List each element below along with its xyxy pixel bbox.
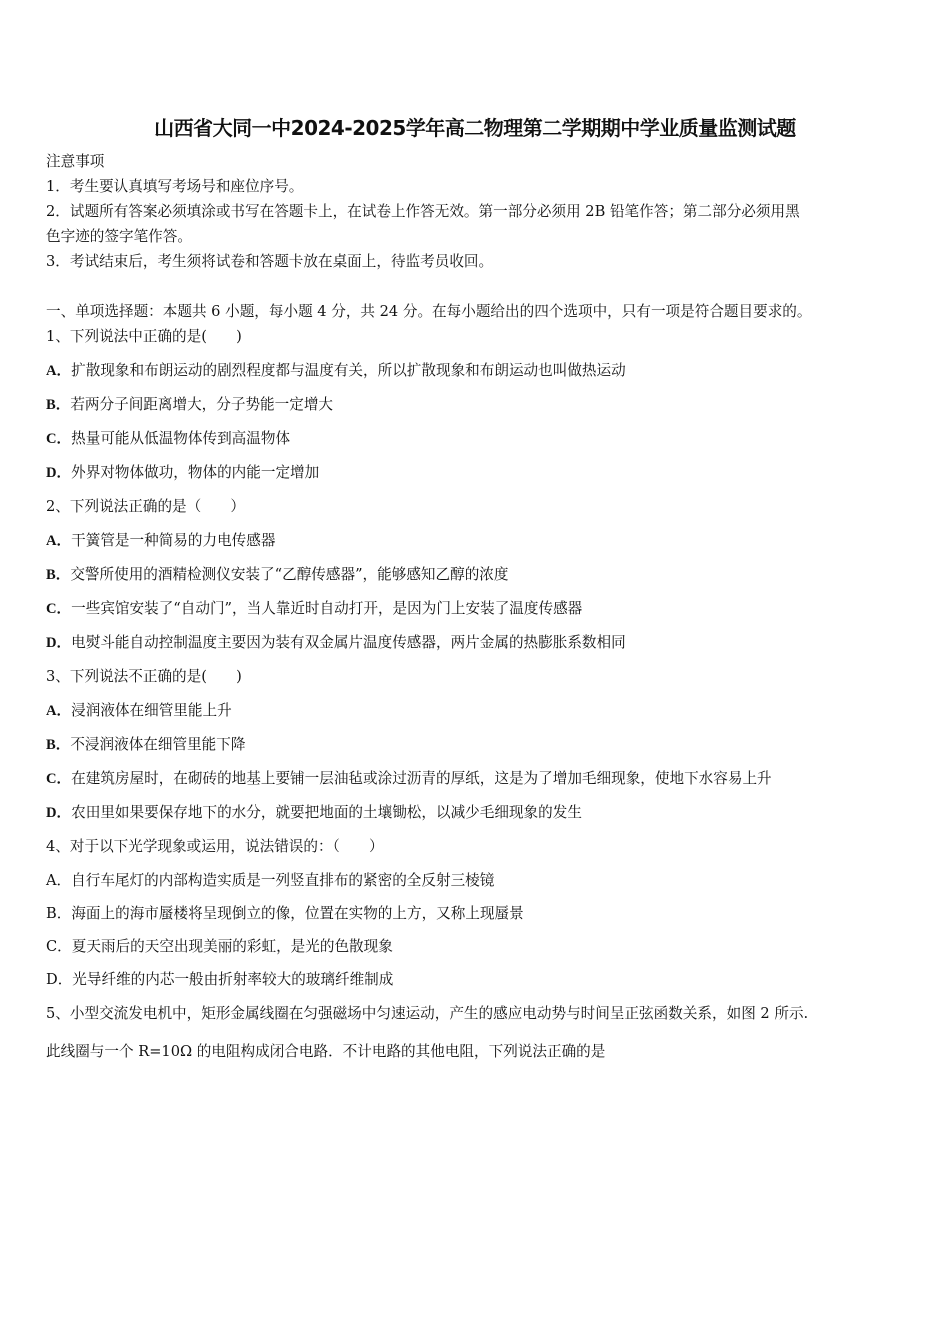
notice-item-2-cont: 色字迹的签字笔作答。 bbox=[46, 228, 192, 245]
option-label: A． bbox=[46, 703, 72, 719]
option-label: D． bbox=[46, 805, 72, 821]
option-text: 自行车尾灯的内部构造实质是一列竖直排布的紧密的全反射三棱镜 bbox=[71, 872, 495, 889]
question-2-option-b bbox=[46, 565, 508, 585]
option-text: 交警所使用的酒精检测仪安装了“乙醇传感器”，能够感知乙醇的浓度 bbox=[70, 566, 509, 583]
question-3-option-c bbox=[46, 769, 772, 789]
question-2-stem: 2、下列说法正确的是（ ） bbox=[46, 498, 246, 515]
option-label: B． bbox=[46, 905, 72, 922]
question-5-stem-line-1: 5、小型交流发电机中，矩形金属线圈在匀强磁场中匀速运动，产生的感应电动势与时间呈正弦函数关系，如图 2 所示. bbox=[46, 1005, 809, 1022]
option-text: 在建筑房屋时，在砌砖的地基上要铺一层油毡或涂过沥青的厚纸，这是为了增加毛细现象，使地下水容易上升 bbox=[71, 770, 772, 787]
notice-item-1: 1．考生要认真填写考场号和座位序号。 bbox=[46, 178, 304, 195]
option-label: C． bbox=[46, 938, 72, 955]
question-4-option-a bbox=[46, 871, 494, 891]
question-5-stem-line-2: 此线圈与一个 R=10Ω 的电阻构成闭合电路．不计电路的其他电阻，下列说法正确的是 bbox=[46, 1043, 606, 1060]
question-2-option-c bbox=[46, 599, 582, 619]
option-text: 海面上的海市蜃楼将呈现倒立的像，位置在实物的上方，又称上现蜃景 bbox=[71, 905, 524, 922]
question-1-option-b bbox=[46, 395, 333, 415]
option-text: 热量可能从低温物体传到高温物体 bbox=[71, 430, 291, 447]
question-1-option-a bbox=[46, 361, 626, 381]
question-3-option-a bbox=[46, 701, 232, 721]
notice-item-2: 2．试题所有答案必须填涂或书写在答题卡上，在试卷上作答无效。第一部分必须用 2B 铅笔作答；第二部分必须用黑 bbox=[46, 203, 800, 220]
question-4-stem: 4、对于以下光学现象或运用，说法错误的：（ ） bbox=[46, 838, 384, 855]
question-2-option-d bbox=[46, 633, 626, 653]
option-label: B． bbox=[46, 567, 71, 583]
option-text: 干簧管是一种简易的力电传感器 bbox=[71, 532, 276, 549]
question-3-option-b bbox=[46, 735, 245, 755]
option-text: 扩散现象和布朗运动的剧烈程度都与温度有关，所以扩散现象和布朗运动也叫做热运动 bbox=[71, 362, 626, 379]
question-3-stem: 3、下列说法不正确的是( ) bbox=[46, 668, 242, 685]
option-label: A． bbox=[46, 872, 72, 889]
option-text: 夏天雨后的天空出现美丽的彩虹，是光的色散现象 bbox=[71, 938, 393, 955]
page-title: 山西省大同一中2024-2025学年高二物理第二学期期中学业质量监测试题 bbox=[154, 116, 796, 140]
question-4-option-c bbox=[46, 937, 393, 957]
option-label: B． bbox=[46, 397, 71, 413]
option-label: C． bbox=[46, 431, 72, 447]
question-1-option-d bbox=[46, 463, 319, 483]
option-label: D． bbox=[46, 635, 72, 651]
option-text: 一些宾馆安装了“自动门”，当人靠近时自动打开，是因为门上安装了温度传感器 bbox=[71, 600, 583, 617]
option-label: A． bbox=[46, 533, 72, 549]
option-label: A． bbox=[46, 363, 72, 379]
option-text: 若两分子间距离增大，分子势能一定增大 bbox=[70, 396, 334, 413]
question-1-stem: 1、下列说法中正确的是( ) bbox=[46, 328, 242, 345]
question-4-option-b bbox=[46, 904, 524, 924]
option-text: 光导纤维的内芯一般由折射率较大的玻璃纤维制成 bbox=[72, 971, 394, 988]
question-1-option-c bbox=[46, 429, 290, 449]
question-4-option-d bbox=[46, 970, 393, 990]
section-heading: 一、单项选择题：本题共 6 小题，每小题 4 分，共 24 分。在每小题给出的四个选项中，只有一项是符合题目要求的。 bbox=[46, 303, 812, 320]
option-text: 电熨斗能自动控制温度主要因为装有双金属片温度传感器，两片金属的热膨胀系数相同 bbox=[71, 634, 626, 651]
option-label: C． bbox=[46, 771, 72, 787]
question-3-option-d bbox=[46, 803, 582, 823]
notice-heading: 注意事项 bbox=[46, 153, 105, 170]
option-text: 农田里如果要保存地下的水分，就要把地面的土壤锄松，以减少毛细现象的发生 bbox=[71, 804, 582, 821]
option-label: B． bbox=[46, 737, 71, 753]
option-text: 浸润液体在细管里能上升 bbox=[71, 702, 232, 719]
option-text: 外界对物体做功，物体的内能一定增加 bbox=[71, 464, 320, 481]
option-label: D． bbox=[46, 465, 72, 481]
option-text: 不浸润液体在细管里能下降 bbox=[70, 736, 246, 753]
option-label: C． bbox=[46, 601, 72, 617]
question-2-option-a bbox=[46, 531, 275, 551]
notice-item-3: 3．考试结束后，考生须将试卷和答题卡放在桌面上，待监考员收回。 bbox=[46, 253, 494, 270]
option-label: D． bbox=[46, 971, 73, 988]
